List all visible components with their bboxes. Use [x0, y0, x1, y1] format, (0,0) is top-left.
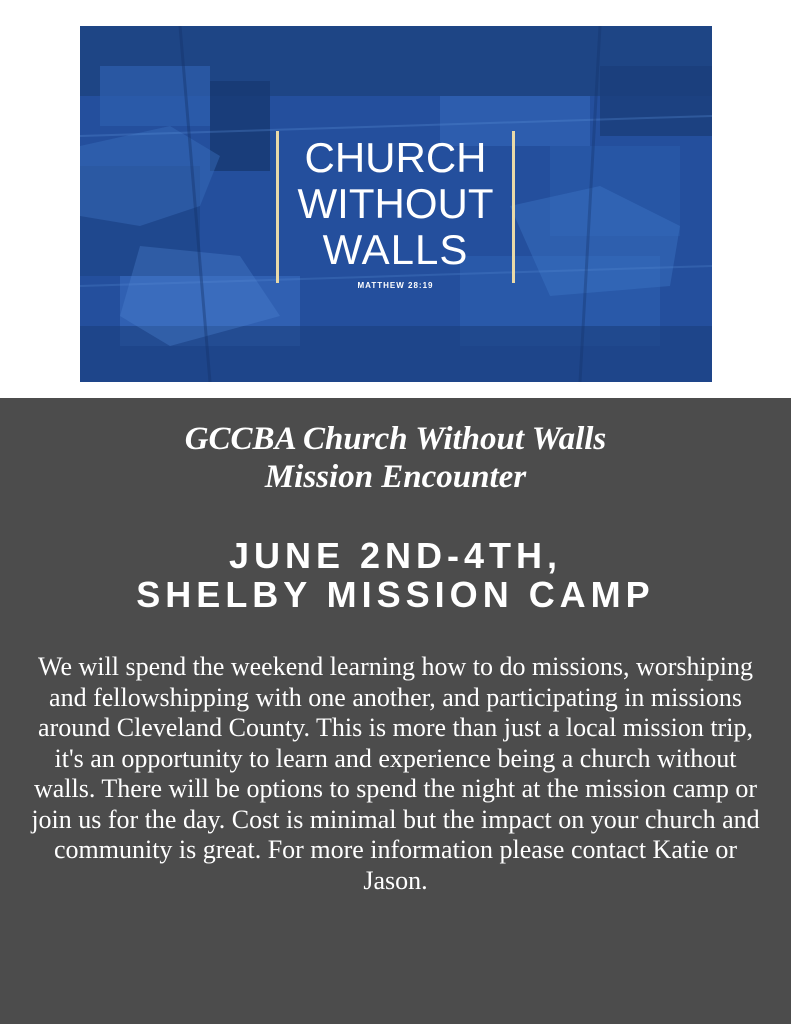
event-title [0, 420, 791, 496]
event-date: JUNE 2ND-4TH, [228, 535, 563, 576]
church-without-walls-banner [80, 26, 712, 382]
header-section [0, 0, 791, 398]
logo-line-church: CHURCH [304, 134, 487, 181]
event-location: SHELBY MISSION CAMP [136, 574, 655, 615]
logo-line-without: WITHOUT [297, 180, 494, 227]
scripture-reference: MATTHEW 28:19 [357, 281, 434, 290]
event-title-line2: Mission Encounter [264, 459, 527, 495]
logo-line-walls: WALLS [322, 226, 469, 273]
event-description: We will spend the weekend learning how to do missions, worshiping and fellowshipping with one another, and participating in missions around Cleveland County. This is more than just a local mission trip, it's an opportunity to learn and experience being a church without walls. There will be options to spend the night at the mission camp or join us for the day. Cost is minimal but the impact on your church and community is great. For more information please contact Katie or Jason. [31, 652, 760, 895]
church-without-walls-logo [276, 129, 520, 309]
event-title-line1: GCCBA Church Without Walls [184, 421, 607, 457]
event-info-panel [0, 398, 791, 1024]
event-date-location [0, 536, 791, 614]
